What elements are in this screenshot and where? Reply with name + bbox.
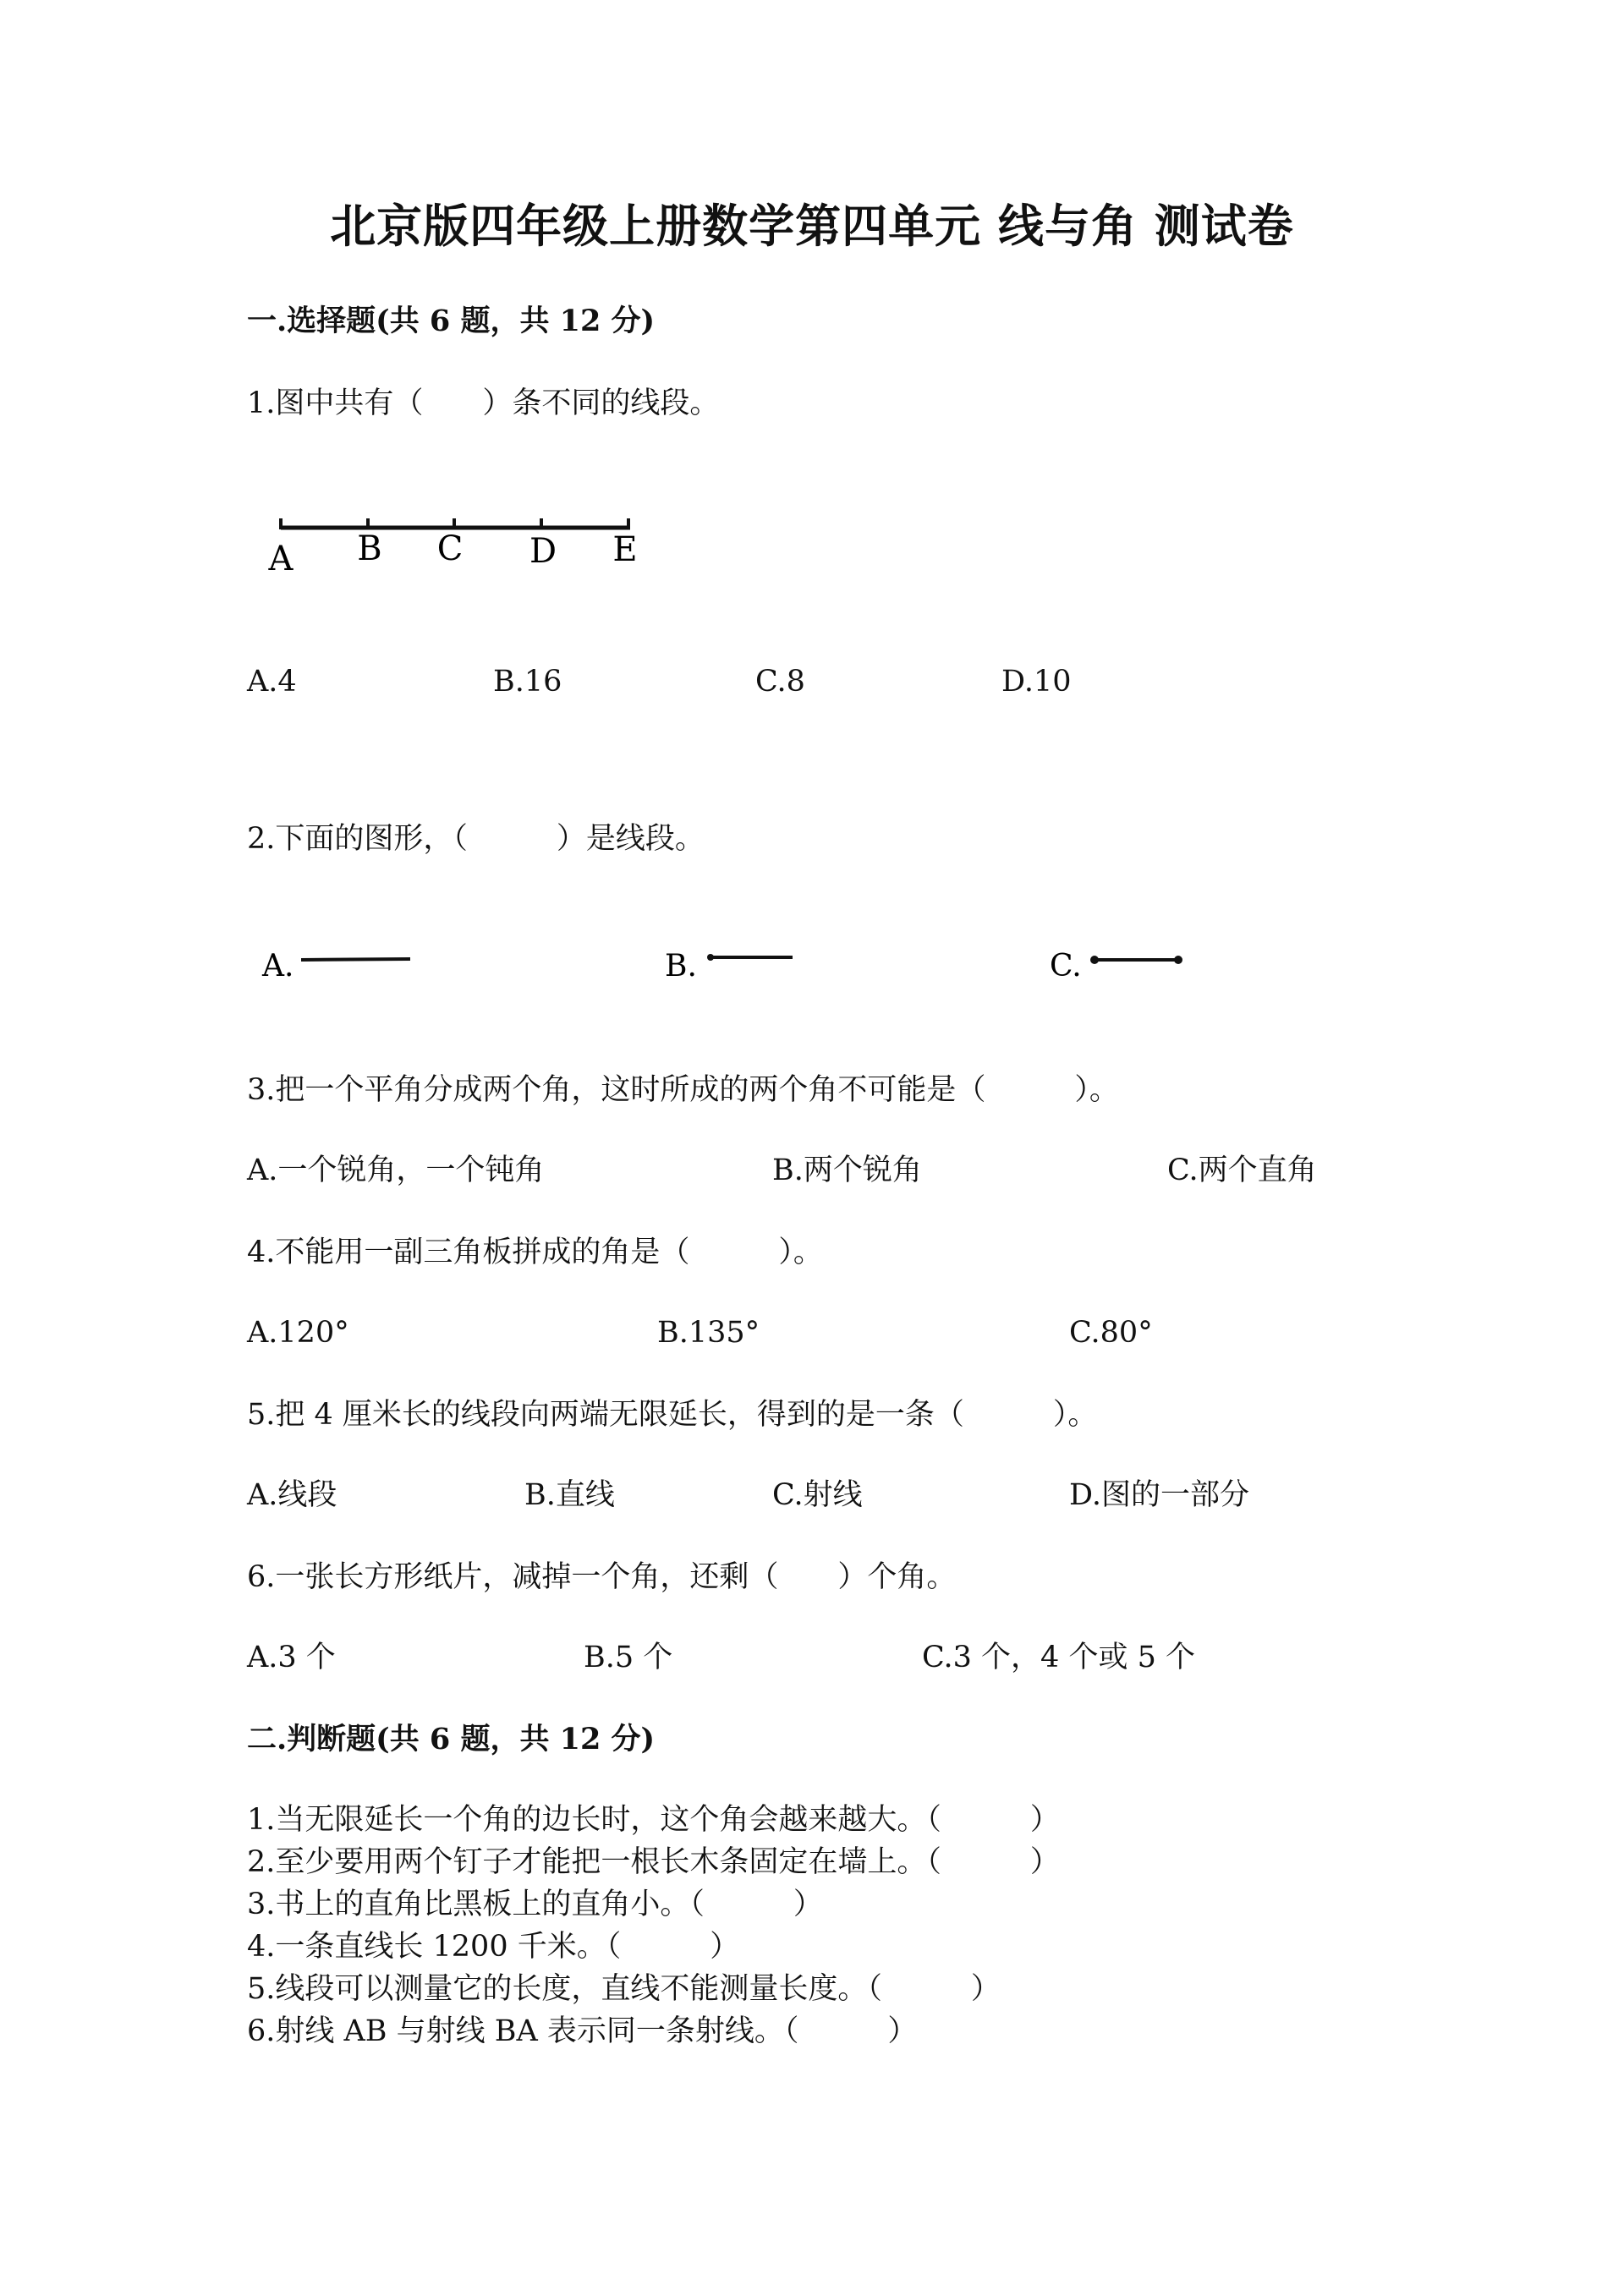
q4-option-b: B.135° [657, 1316, 760, 1350]
q5-option-b: B.直线 [524, 1478, 615, 1512]
judge-item-4: 4.一条直线长 1200 千米。（ ） [247, 1930, 740, 1964]
shape-a-line [301, 959, 410, 960]
shape-c-endpoint-right [1174, 956, 1182, 964]
question-6-stem: 6.一张长方形纸片，减掉一个角，还剩（ ）个角。 [247, 1560, 957, 1594]
q1-option-a: A.4 [247, 665, 297, 699]
page-title: 北京版四年级上册数学第四单元 线与角 测试卷 [330, 199, 1294, 253]
line-shapes-figure [254, 939, 1218, 989]
judge-item-2: 2.至少要用两个钉子才能把一根长木条固定在墙上。（ ） [247, 1845, 1060, 1879]
question-4-stem: 4.不能用一副三角板拼成的角是（ ）。 [247, 1236, 823, 1269]
shape-label-a: A. [262, 949, 294, 984]
section-heading-judgement: 二.判断题(共 6 题，共 12 分) [247, 1722, 656, 1756]
q5-option-c: C.射线 [772, 1478, 863, 1512]
question-1-stem: 1.图中共有（ ）条不同的线段。 [247, 386, 720, 420]
q6-option-b: B.5 个 [584, 1641, 673, 1674]
q4-option-c: C.80° [1069, 1316, 1153, 1350]
judge-item-6: 6.射线 AB 与射线 BA 表示同一条射线。（ ） [247, 2014, 918, 2048]
point-label-b: B [357, 529, 382, 568]
shape-label-c: C. [1050, 949, 1082, 984]
q3-option-a: A.一个锐角，一个钝角 [247, 1153, 545, 1187]
segment-figure-abcde [254, 503, 660, 579]
point-label-d: D [529, 532, 557, 571]
question-5-stem: 5.把 4 厘米长的线段向两端无限延长，得到的是一条（ ）。 [247, 1398, 1098, 1432]
judge-item-3: 3.书上的直角比黑板上的直角小。（ ） [247, 1888, 823, 1921]
section-heading-choice: 一.选择题(共 6 题，共 12 分) [247, 304, 656, 338]
q6-option-a: A.3 个 [247, 1641, 336, 1674]
question-3-stem: 3.把一个平角分成两个角，这时所成的两个角不可能是（ ）。 [247, 1073, 1119, 1107]
point-label-c: C [436, 529, 464, 568]
judge-item-1: 1.当无限延长一个角的边长时，这个角会越来越大。（ ） [247, 1803, 1060, 1837]
shape-label-b: B. [665, 949, 697, 984]
q3-option-c: C.两个直角 [1167, 1153, 1317, 1187]
q6-option-c: C.3 个，4 个或 5 个 [922, 1641, 1195, 1674]
q1-option-b: B.16 [493, 665, 562, 699]
q3-option-b: B.两个锐角 [772, 1153, 922, 1187]
judge-item-5: 5.线段可以测量它的长度，直线不能测量长度。（ ） [247, 1972, 1001, 2006]
q1-option-c: C.8 [755, 665, 805, 699]
question-2-stem: 2.下面的图形，（ ）是线段。 [247, 822, 705, 856]
q5-option-a: A.线段 [247, 1478, 337, 1512]
q4-option-a: A.120° [247, 1316, 349, 1350]
q1-option-d: D.10 [1001, 665, 1072, 699]
point-label-a: A [268, 540, 294, 578]
point-label-e: E [612, 530, 638, 569]
q5-option-d: D.图的一部分 [1069, 1478, 1249, 1512]
